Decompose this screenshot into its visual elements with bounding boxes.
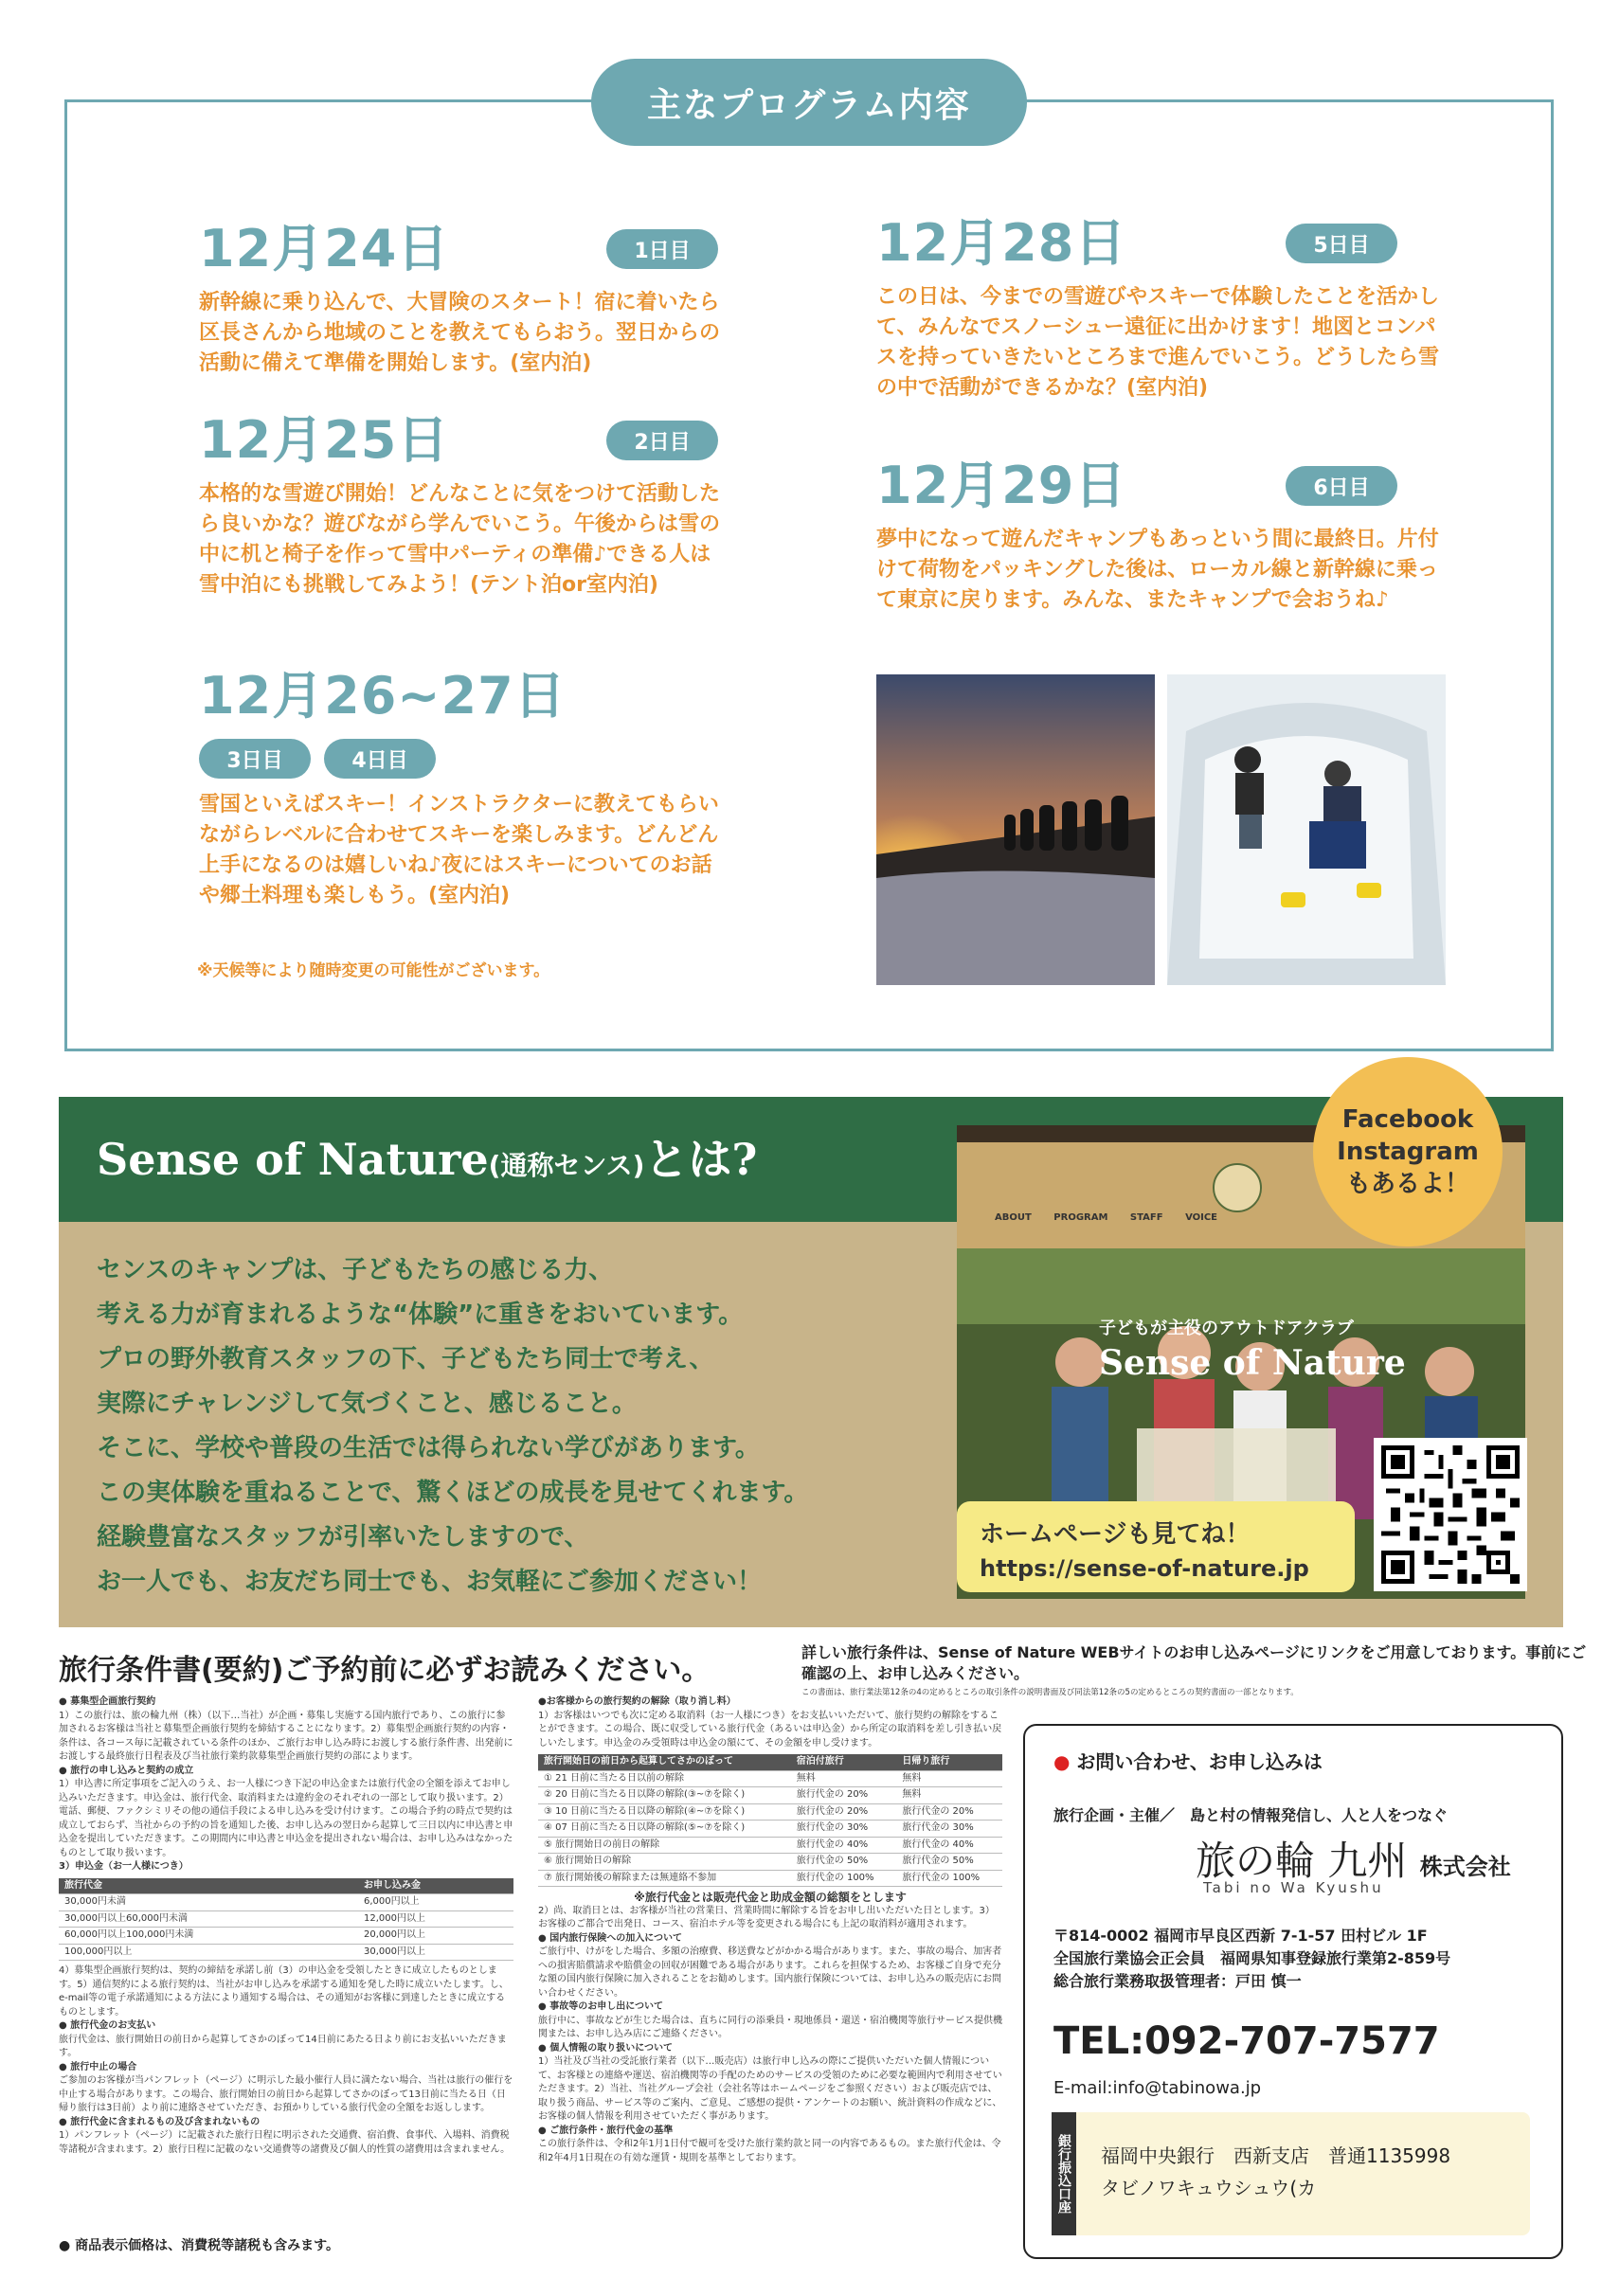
- table-cell: 旅行代金の 30%: [896, 1821, 1002, 1838]
- sns-line: もあるよ！: [1345, 1170, 1469, 1198]
- table-cell: ① 21 日前に当たる日以前の解除: [538, 1770, 791, 1787]
- clause-text: 2）尚、取消日とは、お客様が当社の営業日、営業時間に解除する旨をお申し出いただいた日とします。3）お客様のご都合で出発日、コース、宿泊ホテル等を変更される場合にも上記の取消料が適用されます。: [538, 1905, 995, 1929]
- homepage-bubble[interactable]: [957, 1501, 1355, 1592]
- web-nav-item: VOICE: [1185, 1212, 1218, 1223]
- qr-code[interactable]: [1374, 1438, 1527, 1591]
- table-cell: 無料: [896, 1770, 1002, 1787]
- son-title: [97, 1125, 757, 1188]
- clause-heading: ● 国内旅行保険への加入について: [538, 1932, 683, 1944]
- table-header: 旅行開始日の前日から起算してさかのぼって: [538, 1754, 791, 1770]
- table-cell: ⑤ 旅行開始日の前日の解除: [538, 1837, 791, 1854]
- day-date: 12月28日: [876, 213, 1127, 273]
- table-header: 旅行代金: [59, 1878, 358, 1894]
- cancel-note: ※旅行代金とは販売代金と助成金額の総額をとします: [634, 1891, 907, 1904]
- day-text: 本格的な雪遊び開始！どんなことに気をつけて活動したら良いかな？遊びながら学んでいこう。午後からは雪の中に机と椅子を作って雪中パーティの準備♪できる人は雪中泊にも挑戦してみよう！(テント泊or室内泊): [199, 482, 721, 597]
- web-nav-item: ABOUT: [995, 1212, 1032, 1223]
- tax-note: ● 商品表示価格は、消費税等諸税も含みます。: [59, 2238, 339, 2253]
- clause-heading: 3）申込金（お一人様につき）: [59, 1861, 189, 1872]
- table-cell: 30,000円以上: [358, 1944, 513, 1961]
- table-row: [59, 1944, 513, 1961]
- day-6: [876, 453, 1445, 616]
- day-text: 夢中になって遊んだキャンプもあっという間に最終日。片付けて荷物をパッキングした後は、ローカル線と新幹線に乗って東京に戻ります。みんな、またキャンプで会おうね♪: [876, 528, 1439, 612]
- table-header: お申し込み金: [358, 1878, 513, 1894]
- table-row: [538, 1821, 1002, 1838]
- company-slogan: 島と村の情報発信し、人と人をつなぐ: [1190, 1806, 1449, 1824]
- clause-heading: ● ご旅行条件・旅行代金の基準: [538, 2125, 674, 2136]
- table-cell: 旅行代金の 20%: [896, 1803, 1002, 1821]
- table-row: [538, 1803, 1002, 1821]
- clause-text: ご参加のお客様が当パンフレット（ページ）に明示した最小催行人員に満たない場合、当社は旅行の催行を中止する場合があります。この場合、旅行開始日の前日から起算してさかのぼって13日前に当たる日（日帰り旅行は3日前）より前に連絡させていただき、お預かりしている旅行代金の全額をお返しします。: [59, 2075, 513, 2113]
- day-badge: 6日目: [1286, 466, 1397, 506]
- son-title-main: Sense of Nature: [97, 1134, 489, 1185]
- table-header: 日帰り旅行: [896, 1754, 1002, 1770]
- clause-text: 1）この旅行は、旅の輪九州（株）（以下…当社）が企画・募集し実施する国内旅行であり、この旅行に参加されるお客様は当社と募集型企画旅行契約を締結することになります。2）募集型企画旅行契約の内容・条件は、各コース毎に記載されている条件のほか、ご旅行お申し込み時にお渡しする旅行条件書、出発前にお渡しする最終旅行日程表及び当社旅行業約款募集型企画旅行契約の部によります。: [59, 1710, 513, 1762]
- manager-line: 総合旅行業務取扱管理者：戸田 慎一: [1053, 1972, 1302, 1990]
- web-logo-text: Sense of Nature: [1099, 1343, 1406, 1383]
- day-date: 12月26~27日: [199, 666, 567, 726]
- schedule-note: ※天候等により随時変更の可能性がございます。: [197, 961, 550, 980]
- terms-column-1: [59, 1695, 513, 2157]
- clause-text: この旅行条件は、令和2年1月1日付で観可を受けた旅行業約款と同一の内容であるもの。また旅行代金は、令和2年4月1日現在の有効な運賃・規則を基準としております。: [538, 2139, 1001, 2163]
- terms-small-note: この書面は、旅行業法第12条の4の定めるところの取引条件の説明書面及び同法第12条の5の定めるところの契約書面の一部となります。: [801, 1688, 1299, 1697]
- son-line: この実体験を重ねることで、驚くほどの成長を見せてくれます。: [97, 1479, 809, 1507]
- clause-text: 1）当社及び当社の受託旅行業者（以下…販売店）は旅行申し込みの際にご提供いただいた個人情報について、お客様との連絡や運送、宿泊機関等の手配のためのサービスの受領のために必要な範囲内で利用させていただきます。2）当社、当社グループ会社（会社名等はホームページをご参照ください）および販売店では、取り扱う商品、サービス等のご案内、ご意見、ご感想の提供・アンケートのお願い、統計資料の作成などに、お客様の個人情報を利用させていただく事があります。: [538, 2056, 1002, 2122]
- table-cell: 旅行代金の 20%: [791, 1803, 897, 1821]
- terms-title: 旅行条件書(要約)ご予約前に必ずお読みください。: [59, 1654, 711, 1687]
- clause-heading: ● 事故等のお申し出について: [538, 2001, 664, 2012]
- table-cell: 旅行代金の 50%: [791, 1854, 897, 1871]
- son-line: 経験豊富なスタッフが引率いたしますので、: [97, 1523, 589, 1552]
- homepage-url[interactable]: https://sense-of-nature.jp: [980, 1555, 1309, 1582]
- program-title: 主なプログラム内容: [591, 59, 1027, 146]
- company-address: [1053, 1925, 1450, 1993]
- son-line: 考える力が育まれるような“体験”に重きをおいています。: [97, 1300, 744, 1329]
- table-cell: 30,000円以上60,000円未満: [59, 1910, 358, 1928]
- table-row: [538, 1854, 1002, 1871]
- table-cell: 旅行代金の 50%: [896, 1854, 1002, 1871]
- contact-title: [1053, 1747, 1323, 1774]
- bank-branch: 福岡中央銀行 西新支店 普通1135998: [1101, 2144, 1451, 2167]
- table-cell: 12,000円以上: [358, 1910, 513, 1928]
- web-catchphrase: 子どもが主役のアウトドアクラブ: [1099, 1318, 1354, 1338]
- table-row: [59, 1928, 513, 1945]
- contact-title-text: お問い合わせ、お申し込みは: [1076, 1750, 1323, 1773]
- table-cell: ⑥ 旅行開始日の解除: [538, 1854, 791, 1871]
- sponsor-line: [1053, 1803, 1448, 1825]
- company-name-text: 旅の輪 九州: [1196, 1838, 1408, 1884]
- table-cell: ⑦ 旅行開始後の解除または無連絡不参加: [538, 1870, 791, 1887]
- table-cell: ③ 10 日前に当たる日以降の解除(④~⑦を除く): [538, 1803, 791, 1821]
- homepage-label: ホームページも見てね！: [980, 1520, 1251, 1549]
- son-title-paren: (通称センス): [488, 1150, 645, 1181]
- table-cell: 無料: [791, 1770, 897, 1787]
- bank-holder: タビノワキュウシュウ(カ: [1101, 2177, 1317, 2199]
- web-nav-item: PROGRAM: [1053, 1212, 1108, 1223]
- bank-account: [1052, 2112, 1530, 2235]
- table-cell: 旅行代金の 40%: [791, 1837, 897, 1854]
- sns-line: Instagram: [1337, 1138, 1479, 1166]
- clause-text: 旅行中に、事故などが生じた場合は、直ちに同行の添乗員・現地係員・還送・宿泊機関等旅行サービス提供機関または、お申し込み店にご連絡ください。: [538, 2015, 1002, 2039]
- table-cell: 無料: [896, 1787, 1002, 1804]
- registration-line: 全国旅行業協会正会員 福岡県知事登録旅行業第2-859号: [1053, 1949, 1451, 1967]
- day-text: 雪国といえばスキー！インストラクターに教えてもらいながらレベルに合わせてスキーを楽しみます。どんどん上手になるのは嬉しいね♪夜にはスキーについてのお話や郷土料理も楽しもう。(室内泊): [199, 793, 719, 907]
- clause-heading: ● 旅行代金のお支払い: [59, 2020, 156, 2031]
- clause-text: 旅行代金は、旅行開始日の前日から起算してさかのぼって14日前にあたる日より前にお支払いいただきます。: [59, 2034, 507, 2058]
- son-line: 実際にチャレンジして気づくこと、感じること。: [97, 1390, 637, 1418]
- day-date: 12月24日: [199, 219, 450, 278]
- company-name: [1196, 1830, 1511, 1887]
- clause-heading: ● 旅行代金に含まれるもの及び含まれないもの: [59, 2116, 261, 2127]
- bullet-icon: ●: [1053, 1750, 1071, 1773]
- son-line: プロの野外教育スタッフの下、子どもたち同士で考え、: [97, 1345, 714, 1373]
- table-cell: 旅行代金の 30%: [791, 1821, 897, 1838]
- table-cell: 旅行代金の 40%: [896, 1837, 1002, 1854]
- table-row: [538, 1770, 1002, 1787]
- table-cell: ④ 07 日前に当たる日以降の解除(⑤~⑦を除く): [538, 1821, 791, 1838]
- sns-line: Facebook: [1341, 1105, 1474, 1134]
- table-cell: 6,000円以上: [358, 1894, 513, 1911]
- clause-heading: ● 旅行中止の場合: [59, 2061, 137, 2072]
- table-cell: 旅行代金の 100%: [896, 1870, 1002, 1887]
- day-2: [199, 407, 729, 601]
- terms-column-2: [538, 1695, 1002, 2165]
- web-logo-icon: [1213, 1163, 1262, 1212]
- day-1: [199, 216, 729, 379]
- son-description: [97, 1248, 968, 1605]
- cancellation-table: [538, 1754, 1002, 1887]
- table-row: [59, 1894, 513, 1911]
- clause-heading: ● 募集型企画旅行契約: [59, 1696, 156, 1707]
- table-cell: 30,000円未満: [59, 1894, 358, 1911]
- table-header: 宿泊付旅行: [791, 1754, 897, 1770]
- deposit-table: [59, 1878, 513, 1962]
- phone-number[interactable]: TEL:092-707-7577: [1053, 2019, 1440, 2063]
- table-row: [538, 1787, 1002, 1804]
- table-cell: 100,000円以上: [59, 1944, 358, 1961]
- table-cell: 60,000円以上100,000円未満: [59, 1928, 358, 1945]
- clause-heading: ● 個人情報の取り扱いについて: [538, 2042, 674, 2054]
- clause-text: 4）募集型企画旅行契約は、契約の締結を承諾し前（3）の申込金を受領したときに成立したものとします。5）通信契約による旅行契約は、当社がお申し込みを承諾する通知を発した時に成立いたします。し、e-mail等の電子承諾通知による方法により通知する場合は、その通知がお客様に到達したときに成立するものとします。: [59, 1965, 509, 2018]
- table-cell: 旅行代金の 20%: [791, 1787, 897, 1804]
- day-date: 12月25日: [199, 410, 450, 470]
- sns-bubble: [1313, 1057, 1503, 1247]
- contact-box: [1023, 1724, 1563, 2259]
- day-badge: 4日目: [324, 739, 436, 779]
- day-text: 新幹線に乗り込んで、大冒険のスタート！宿に着いたら区長さんから地域のことを教えてもらおう。翌日からの活動に備えて準備を開始します。(室内泊): [199, 291, 721, 375]
- table-row: [538, 1837, 1002, 1854]
- table-cell: 旅行代金の 100%: [791, 1870, 897, 1887]
- table-row: [59, 1910, 513, 1928]
- day-text: この日は、今までの雪遊びやスキーで体験したことを活かして、みんなでスノーシュー遠征に出かけます！地図とコンパスを持っていきたいところまで進んでいこう。どうしたら雪の中で活動ができるかな？(室内泊): [876, 285, 1440, 400]
- clause-text: ご旅行中、けがをした場合、多額の治療費、移送費などがかかる場合があります。また、事故の場合、加害者への損害賠償請求や賠償金の回収が困難である場合があります。これらを担保するため、お客様ご自身で充分な額の国内旅行保険に加入されることをお勧めします。国内旅行保険については、お申し込みの販売店にお問い合わせください。: [538, 1946, 1002, 1999]
- bank-tag: 銀行振込口座: [1052, 2112, 1076, 2235]
- sponsor-label: 旅行企画・主催／: [1053, 1806, 1176, 1824]
- clause-heading: ● 旅行の申し込みと契約の成立: [59, 1765, 194, 1776]
- day-badge: 3日目: [199, 739, 311, 779]
- email-address[interactable]: E-mail:info@tabinowa.jp: [1053, 2078, 1262, 2098]
- sunset-photo: [876, 674, 1155, 985]
- son-line: センスのキャンプは、子どもたちの感じる力、: [97, 1256, 614, 1284]
- day-badge: 1日目: [606, 229, 718, 269]
- clause-text: 1）お客様はいつでも次に定める取消料（お一人様につき）をお支払いいただいて、旅行契約の解除をすることができます。この場合、既に収受している旅行代金（あるいは申込金）から所定の取消料を差し引き払い戻しいたします。申込金のみ受領時は申込金の額にて、その金額を申し受けます。: [538, 1710, 1002, 1749]
- day-badge: 2日目: [606, 421, 718, 460]
- web-nav-item: STAFF: [1129, 1212, 1163, 1223]
- day-date: 12月29日: [876, 456, 1127, 515]
- son-line: そこに、学校や普段の生活では得られない学びがあります。: [97, 1434, 760, 1462]
- day-badge: 5日目: [1286, 224, 1397, 263]
- day-3-4: [199, 663, 729, 911]
- company-roman: Tabi no Wa Kyushu: [1203, 1879, 1384, 1896]
- table-cell: ② 20 日前に当たる日以降の解除(③~⑦を除く): [538, 1787, 791, 1804]
- day-5: [876, 210, 1445, 404]
- company-suffix: 株式会社: [1419, 1854, 1511, 1880]
- table-row: [538, 1870, 1002, 1887]
- son-line: お一人でも、お友だち同士でも、お気軽にご参加ください！: [97, 1568, 763, 1596]
- clause-text: 1）申込書に所定事項をご記入のうえ、お一人様につき下記の申込金または旅行代金の全額を添えてお申し込みいただきます。申込金は、旅行代金、取消料または違約金のそれぞれの一部として取り扱います。2）電話、郵便、ファクシミリその他の通信手段による申し込みを受け付けます。この場合予約の時点で契約は成立しておらず、当社からの予約の旨を通知した後、お申し込みの翌日から起算して三日以内に申込書と申込金を提出していただきます。この期間内に申込書と申込金を提出されない場合は、お申し込みはなかったものとして取り扱います。: [59, 1779, 513, 1858]
- clause-text: 1）パンフレット（ページ）に記載された旅行日程に明示された交通費、宿泊費、食事代、入場料、消費税等諸税が含まれます。2）旅行日程に記載のない交通費等の諸費及び個人的性質の諸費用は含まれません。: [59, 2130, 511, 2155]
- table-cell: 20,000円以上: [358, 1928, 513, 1945]
- address-line: 〒814-0002 福岡市早良区西新 7-1-57 田村ビル 1F: [1053, 1927, 1428, 1945]
- son-title-tail: とは?: [644, 1134, 758, 1185]
- terms-note: 詳しい旅行条件は、Sense of Nature WEBサイトのお申し込みページにリンクをご用意しております。事前にご確認の上、お申し込みください。: [801, 1643, 1587, 1682]
- clause-heading: ●お客様からの旅行契約の解除（取り消し料）: [538, 1696, 736, 1707]
- snow-cave-photo: [1167, 674, 1446, 985]
